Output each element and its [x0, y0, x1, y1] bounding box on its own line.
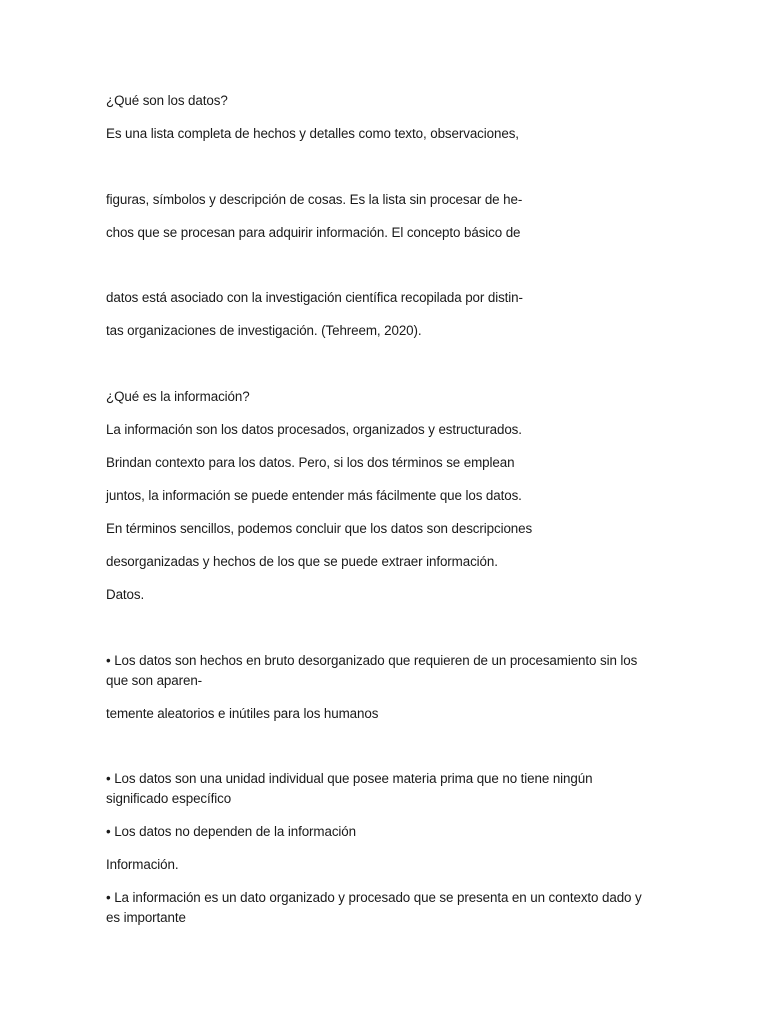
paragraph-line: Es una lista completa de hechos y detalles como texto, observaciones, [106, 126, 519, 141]
paragraph-line: tas organizaciones de investigación. (Tehreem, 2020). [106, 323, 422, 338]
heading-datos: ¿Qué son los datos? [106, 93, 228, 108]
bullet-item-continuation: temente aleatorios e inútiles para los humanos [106, 706, 379, 721]
bullet-item: • La información es un dato organizado y procesado que se presenta en un contexto dado y es importante [106, 890, 642, 925]
bullet-item: • Los datos son hechos en bruto desorganizado que requieren de un procesamiento sin los que son aparen- [106, 653, 638, 688]
heading-informacion: ¿Qué es la información? [106, 389, 250, 404]
paragraph-line: figuras, símbolos y descripción de cosas. Es la lista sin procesar de he- [106, 192, 523, 207]
paragraph-line: chos que se procesan para adquirir información. El concepto básico de [106, 225, 521, 240]
paragraph-line: En términos sencillos, podemos concluir que los datos son descripciones [106, 521, 533, 536]
paragraph-line: juntos, la información se puede entender más fácilmente que los datos. [106, 488, 522, 503]
label-datos: Datos. [106, 587, 145, 602]
bullet-item: • Los datos no dependen de la información [106, 824, 356, 839]
bullet-item: • Los datos son una unidad individual que posee materia prima que no tiene ningún significado específico [106, 771, 593, 806]
paragraph-line: Brindan contexto para los datos. Pero, si los dos términos se emplean [106, 455, 515, 470]
paragraph-line: La información son los datos procesados, organizados y estructurados. [106, 422, 522, 437]
label-informacion: Información. [106, 857, 179, 872]
paragraph-line: desorganizadas y hechos de los que se puede extraer información. [106, 554, 498, 569]
paragraph-line: datos está asociado con la investigación científica recopilada por distin- [106, 290, 523, 305]
